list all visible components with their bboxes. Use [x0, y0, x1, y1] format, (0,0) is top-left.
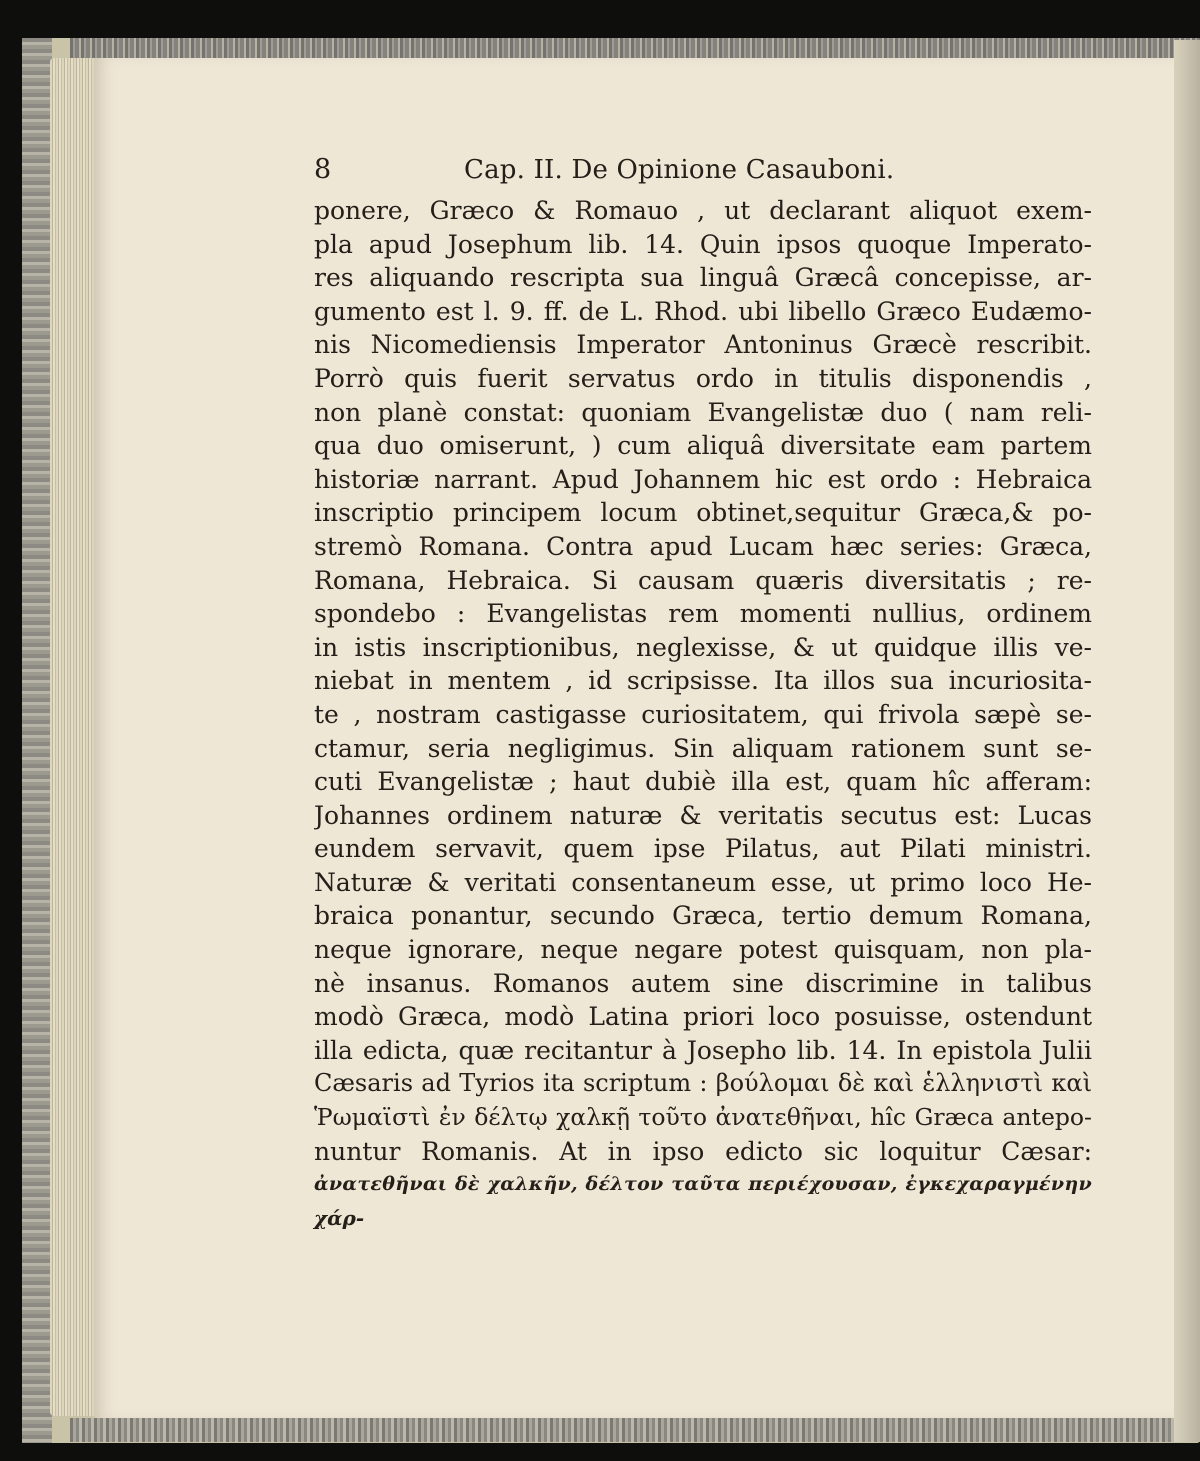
text-line: te , nostram castigasse curiositatem, qui frivola sæpè se- [314, 699, 1092, 729]
text-line: Johannes ordinem naturæ & veritatis secutus est: Lucas [314, 800, 1092, 830]
text-line: historiæ narrant. Apud Johannem hic est ordo : Hebraica [314, 464, 1092, 494]
text-line: gumento est l. 9. ff. de L. Rhod. ubi libello Græco Eudæmo- [314, 296, 1092, 326]
text-line: niebat in mentem , id scripsisse. Ita illos sua incuriosita- [314, 666, 1092, 696]
greek-text-line: ἀνατεθῆναι δὲ χαλκῆν, δέλτον ταῦτα περιέχουσαν, ἐγκεχαραγμένην [314, 1173, 1092, 1196]
text-line: nis Nicomediensis Imperator Antoninus Græcè rescribit. [314, 330, 1092, 360]
cover-spine [22, 38, 52, 1443]
text-line: non planè constat: quoniam Evangelistæ duo ( nam reli- [314, 397, 1092, 427]
text-line: braica ponantur, secundo Græca, tertio demum Romana, [314, 901, 1092, 931]
text-line: Ῥωμαϊστὶ ἐν δέλτῳ χαλκῇ τοῦτο ἀνατεθῆναι, hîc Græca antepo- [314, 1103, 1092, 1132]
text-line: modò Græca, modò Latina priori loco posuisse, ostendunt [314, 1002, 1092, 1032]
text-line: Cæsaris ad Tyrios ita scriptum : βούλομαι δὲ καὶ ἑλληνιστὶ καὶ [314, 1069, 1092, 1098]
page-number: 8 [314, 154, 332, 185]
page-fore-edge [1174, 40, 1200, 1442]
text-line: ctamur, seria negligimus. Sin aliquam rationem sunt se- [314, 733, 1092, 763]
text-line: neque ignorare, neque negare potest quisquam, non pla- [314, 935, 1092, 965]
text-line: Romana, Hebraica. Si causam quæris diversitatis ; re- [314, 565, 1092, 595]
text-line: nè insanus. Romanos autem sine discrimine in talibus [314, 968, 1092, 998]
text-line: in istis inscriptionibus, neglexisse, & ut quidque illis ve- [314, 632, 1092, 662]
text-line: Porrò quis fuerit servatus ordo in titulis disponendis , [314, 363, 1092, 393]
cover-bottom-edge [70, 1418, 1200, 1442]
text-line: illa edicta, quæ recitantur à Josepho lib. 14. In epistola Julii [314, 1035, 1092, 1065]
catchword: χάρ- [314, 1205, 365, 1230]
text-line: inscriptio principem locum obtinet,sequitur Græca,& po- [314, 498, 1092, 528]
text-line: ponere, Græco & Romauo , ut declarant aliquot exem- [314, 196, 1092, 225]
text-line: Naturæ & veritati consentaneum esse, ut primo loco He- [314, 867, 1092, 897]
running-head [314, 154, 1092, 194]
text-line: qua duo omiserunt, ) cum aliquâ diversitate eam partem [314, 431, 1092, 461]
text-line: pla apud Josephum lib. 14. Quin ipsos quoque Imperato- [314, 229, 1092, 259]
text-line: cuti Evangelistæ ; haut dubiè illa est, quam hîc afferam: [314, 767, 1092, 797]
cover-top-edge [70, 38, 1200, 60]
page-text-block [314, 154, 1092, 1235]
chapter-title: Cap. II. De Opinione Casauboni. [464, 155, 895, 185]
text-line: res aliquando rescripta sua linguâ Græcâ concepisse, ar- [314, 263, 1092, 293]
text-line: spondebo : Evangelistas rem momenti nullius, ordinem [314, 599, 1092, 629]
page-stack-edges [50, 58, 98, 1416]
text-line: eundem servavit, quem ipse Pilatus, aut Pilati ministri. [314, 834, 1092, 864]
text-line: stremò Romana. Contra apud Lucam hæc series: Græca, [314, 531, 1092, 561]
text-line: nuntur Romanis. At in ipso edicto sic loquitur Cæsar: [314, 1136, 1092, 1166]
